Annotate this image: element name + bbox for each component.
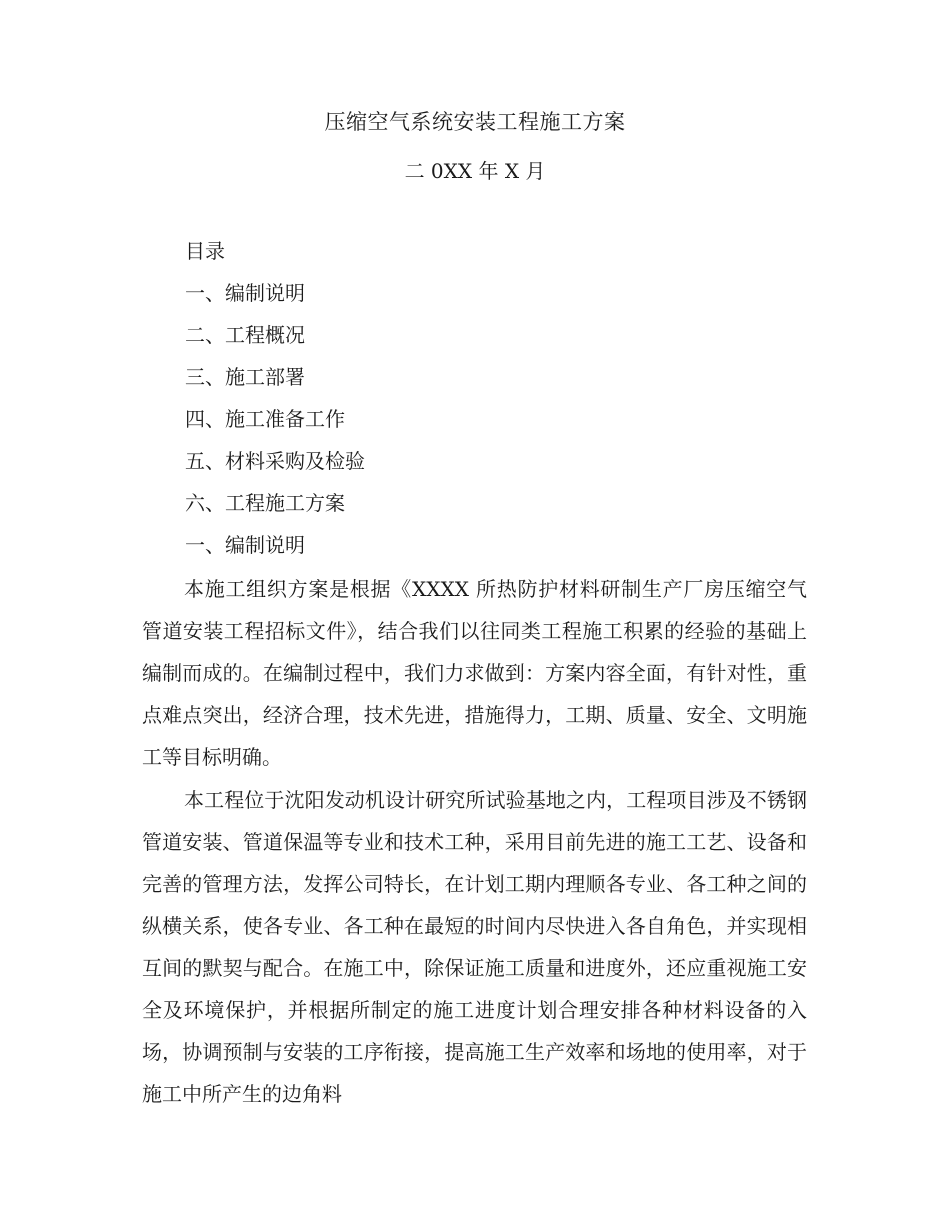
- toc-item: 六、工程施工方案: [185, 491, 345, 515]
- section-heading: 一、编制说明: [185, 533, 305, 557]
- document-title: 压缩空气系统安装工程施工方案: [324, 110, 626, 134]
- toc-item: 三、施工部署: [185, 365, 305, 389]
- toc-item: 二、工程概况: [185, 323, 305, 347]
- table-of-contents: [185, 234, 365, 570]
- toc-item: 一、编制说明: [185, 281, 305, 305]
- toc-heading: 目录: [185, 239, 225, 263]
- toc-item: 五、材料采购及检验: [185, 449, 365, 473]
- body-paragraph: 本工程位于沈阳发动机设计研究所试验基地之内，工程项目涉及不锈钢管道安装、管道保温等专业和技术工种，采用目前先进的施工工艺、设备和完善的管理方法，发挥公司特长，在计划工期内理顺各专业、各工种之间的纵横关系，使各专业、各工种在最短的时间内尽快进入各自角色，并实现相互间的默契与配合。在施工中，除保证施工质量和进度外，还应重视施工安全及环境保护，并根据所制定的施工进度计划合理安排各种材料设备的入场，协调预制与安装的工序衔接，提高施工生产效率和场地的使用率，对于施工中所产生的边角料: [142, 788, 807, 1106]
- body-paragraph: 本施工组织方案是根据《XXXX 所热防护材料研制生产厂房压缩空气管道安装工程招标文件》，结合我们以往同类工程施工积累的经验的基础上编制而成的。在编制过程中，我们力求做到：方案内容全面，有针对性，重点难点突出，经济合理，技术先进，措施得力，工期、质量、安全、文明施工等目标明确。: [142, 577, 807, 769]
- toc-item: 四、施工准备工作: [185, 407, 345, 431]
- document-date: 二 0XX 年 X 月: [404, 159, 546, 183]
